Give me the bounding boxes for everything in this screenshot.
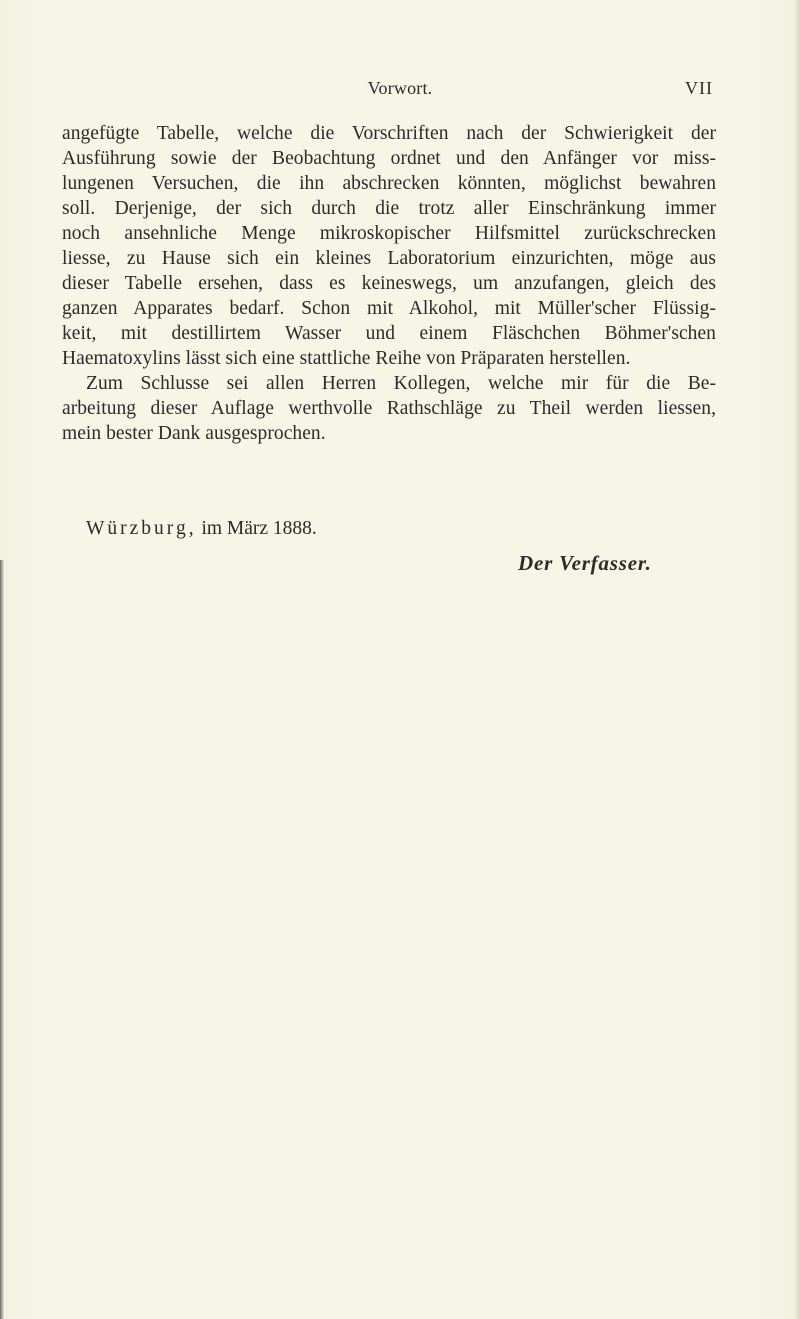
running-head xyxy=(0,78,800,106)
text-line: angefügte Tabelle, welche die Vorschriften nach der Schwierigkeit der xyxy=(62,123,716,144)
text-line: soll. Derjenige, der sich durch die trotz aller Einschränkung immer xyxy=(62,198,716,219)
page-number: VII xyxy=(685,78,713,98)
text-line: arbeitung dieser Auflage werthvolle Rathschläge zu Theil werden liessen, xyxy=(62,398,716,419)
running-head-title: Vorwort. xyxy=(367,78,433,98)
text-line: noch ansehnliche Menge mikroskopischer Hilfsmittel zurückschrecken xyxy=(62,223,716,244)
dateline-place: Würzburg, xyxy=(86,518,197,539)
text-line: dieser Tabelle ersehen, dass es keineswegs, um anzufangen, gleich des xyxy=(62,273,716,294)
text-line: Zum Schlusse sei allen Herren Kollegen, welche mir für die Be- xyxy=(86,373,716,394)
text-line: Haematoxylins lässt sich eine stattliche Reihe von Präparaten herstellen. xyxy=(62,348,631,369)
page-left-edge-shadow xyxy=(0,560,4,1319)
dateline xyxy=(86,516,317,542)
text-line: keit, mit destillirtem Wasser und einem Fläschchen Böhmer'schen xyxy=(62,323,716,344)
signature: Der Verfasser. xyxy=(518,551,652,575)
text-line: ganzen Apparates bedarf. Schon mit Alkohol, mit Müller'scher Flüssig- xyxy=(62,298,716,319)
text-line: Ausführung sowie der Beobachtung ordnet und den Anfänger vor miss- xyxy=(62,148,716,169)
page-right-edge-shadow xyxy=(794,0,800,1319)
text-line: liesse, zu Hause sich ein kleines Laboratorium einzurichten, möge aus xyxy=(62,248,716,269)
text-line: mein bester Dank ausgesprochen. xyxy=(62,423,326,444)
dateline-date: im März 1888. xyxy=(201,518,317,539)
preface-body xyxy=(62,121,716,446)
text-line: lungenen Versuchen, die ihn abschrecken könnten, möglichst bewahren xyxy=(62,173,716,194)
